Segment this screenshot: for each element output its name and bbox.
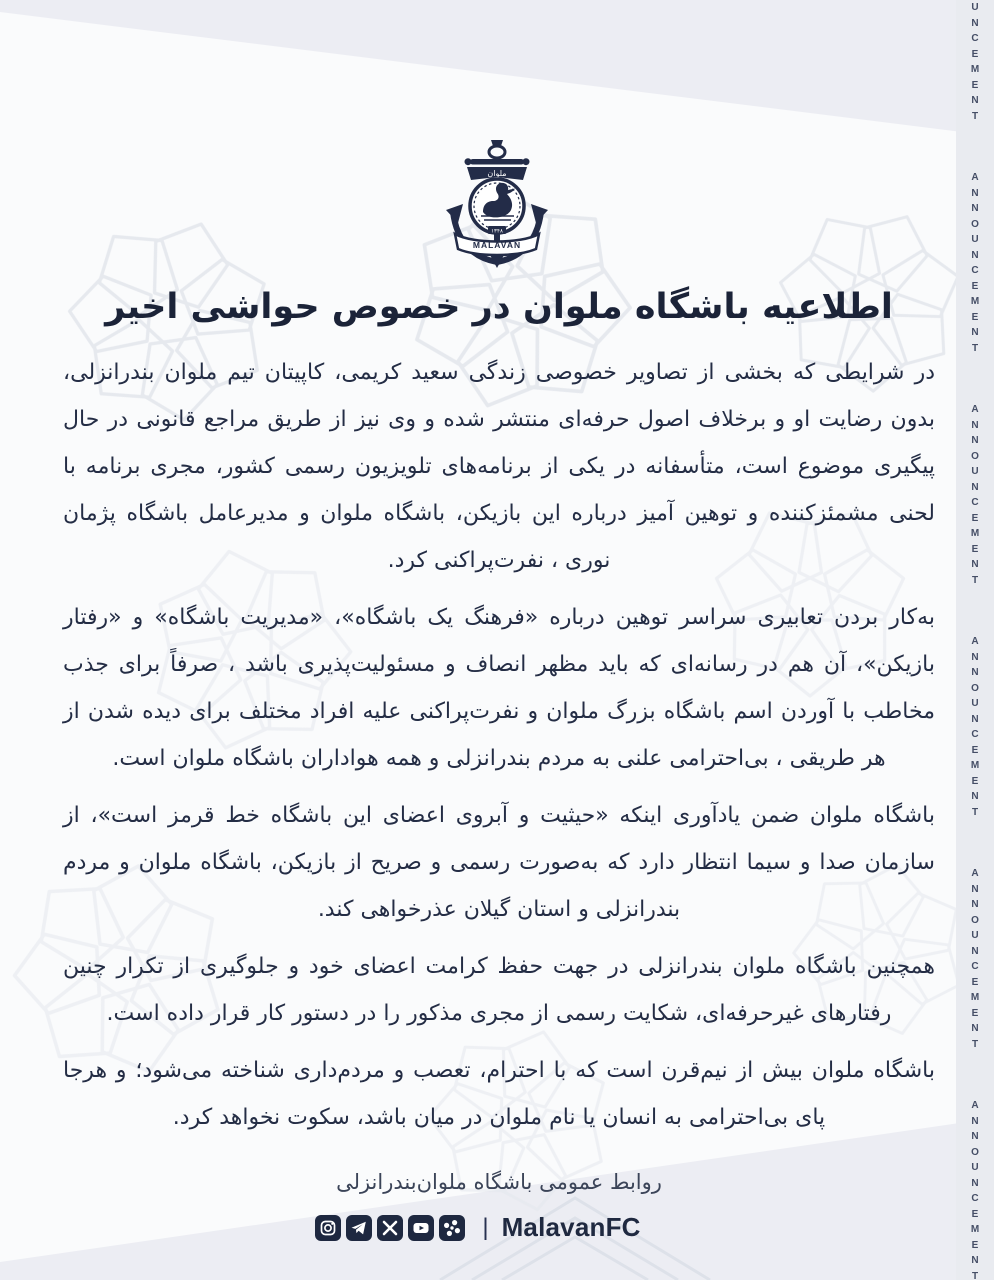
crest-year: ۱۳۴۸ [491, 228, 503, 235]
statement-paragraph: همچنین باشگاه ملوان بندرانزلی در جهت حفظ کرامت اعضای خود و جلوگیری از تکرار چنین رفتارهای غیرحرفه‌ای، شکایت رسمی از مجری مذکور را در دستور کار قرار داده است. [63, 954, 935, 1026]
youtube-icon [408, 1215, 434, 1241]
x-icon [377, 1215, 403, 1241]
announcement-side-strip [956, 0, 994, 1280]
logo-wrap [0, 0, 994, 268]
aparat-icon [439, 1215, 465, 1241]
statement-paragraph: به‌کار بردن تعابیری سراسر توهین درباره «فرهنگ یک باشگاه»، «مدیریت باشگاه» و «رفتار بازیکن»، آن هم در رسانه‌ای که باید مظهر انصاف و مسئولیت‌پذیری باشد ، صرفاً برای جذب مخاطب با آوردن اسم باشگاه بزرگ ملوان و نفرت‌پراکنی علیه افراد مختلف برای دیده شدن از هر طریقی ، بی‌احترامی علنی به مردم بندرانزلی و همه هواداران باشگاه ملوان است. [63, 605, 935, 771]
statement-paragraph: باشگاه ملوان بیش از نیم‌قرن است که با احترام، تعصب و مردم‌داری شناخته می‌شود؛ و هرجا پای بی‌احترامی به انسان یا نام ملوان در میان باشد، سکوت نخواهد کرد. [63, 1058, 935, 1130]
statement-body [63, 349, 935, 1141]
footer-separator: | [482, 1213, 489, 1241]
crest-top-banner-text: ملوان [487, 169, 507, 178]
announcement-strip-words: U N C E M E N T A N N O U N C E M E N T A N N O U N C E M E N T A N N O U N C E M E N T A N N O U N C E M E N T A N N O U N C E M E N T [970, 2, 980, 1280]
instagram-icon [315, 1215, 341, 1241]
signature-line: روابط عمومی باشگاه ملوان‌بندرانزلی [336, 1170, 662, 1194]
club-crest-logo [437, 140, 557, 268]
telegram-icon [346, 1215, 372, 1241]
footer [0, 1212, 956, 1243]
crest-banner-text: MALAVAN [472, 240, 522, 250]
statement-paragraph: در شرایطی که بخشی از تصاویر خصوصی زندگی سعید کریمی، کاپیتان تیم ملوان بندرانزلی، بدون رضایت او و برخلاف اصول حرفه‌ای منتشر شده و وی نیز از طریق مراجع قانونی در حال پیگیری موضوع است، متأسفانه در یکی از برنامه‌های تلویزیون رسمی کشور، مجری برنامه با لحنی مشمئزکننده و توهین آمیز درباره این بازیکن، باشگاه ملوان و مدیرعامل باشگاه پژمان نوری ، نفرت‌پراکنی کرد. [63, 360, 935, 573]
announcement-title: اطلاعیه باشگاه ملوان در خصوص حواشی اخیر [105, 287, 893, 327]
club-handle: MalavanFC [501, 1212, 641, 1242]
statement-paragraph: باشگاه ملوان ضمن یادآوری اینکه «حیثیت و آبروی اعضای این باشگاه خط قرمز است»، از سازمان صدا و سیما انتظار دارد که به‌صورت رسمی و صریح از بازیکن، باشگاه ملوان و مردم بندرانزلی و استان گیلان عذرخواهی کند. [63, 803, 935, 922]
